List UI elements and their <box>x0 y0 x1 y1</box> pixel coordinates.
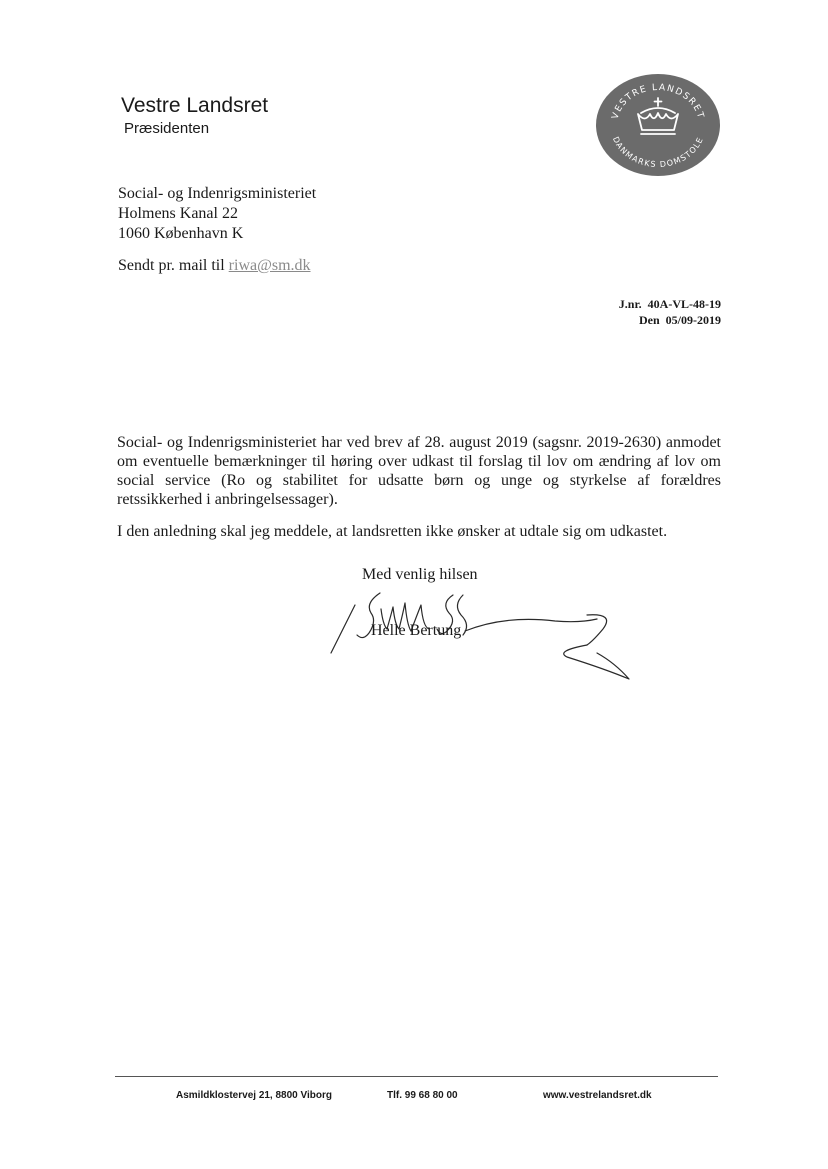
recipient-address <box>118 184 316 244</box>
seal-bottom-text: DANMARKS DOMSTOLE <box>610 135 706 170</box>
letter-body <box>117 433 721 554</box>
journal-number-row <box>619 296 721 312</box>
date-label: Den <box>638 313 660 327</box>
recipient-street: Holmens Kanal 22 <box>118 205 238 222</box>
footer-divider <box>115 1076 718 1077</box>
delivery-line <box>118 257 311 275</box>
date-row <box>619 312 721 328</box>
footer-address: Asmildklostervej 21, 8800 Viborg <box>176 1090 333 1101</box>
footer-phone: Tlf. 99 68 80 00 <box>387 1090 458 1101</box>
recipient-name: Social- og Indenrigsministeriet <box>118 185 317 202</box>
reference-block <box>619 296 721 328</box>
recipient-city: 1060 København K <box>118 225 244 242</box>
court-office: Præsidenten <box>124 120 210 137</box>
court-name: Vestre Landsret <box>121 94 269 117</box>
seal-top-text: VESTRE LANDSRET <box>610 82 706 121</box>
body-paragraph-1: Social- og Indenrigsministeriet har ved brev af 28. august 2019 (sagsnr. 2019-2630) anmodet om eventuelle bemærkninger til høring over udkast til forslag til lov om ændring af lov om social service (Ro og stabilitet for udsatte børn og unge og styrkelse af forældres retssikkerhed i anbringelsessager). <box>117 434 721 508</box>
journal-number-value: 40A-VL-48-19 <box>647 297 721 311</box>
court-seal-logo <box>595 73 721 177</box>
recipient-email-link[interactable]: riwa@sm.dk <box>228 257 311 274</box>
footer-website-link[interactable]: www.vestrelandsret.dk <box>543 1090 652 1101</box>
delivery-label: Sendt pr. mail til <box>118 257 225 274</box>
body-paragraph-2: I den anledning skal jeg meddele, at landsretten ikke ønsker at udtale sig om udkastet. <box>117 523 668 540</box>
closing-greeting: Med venlig hilsen <box>362 566 478 583</box>
signer-name: Helle Bertung <box>371 622 462 639</box>
journal-number-label: J.nr. <box>618 297 642 311</box>
date-value: 05/09-2019 <box>665 313 721 327</box>
